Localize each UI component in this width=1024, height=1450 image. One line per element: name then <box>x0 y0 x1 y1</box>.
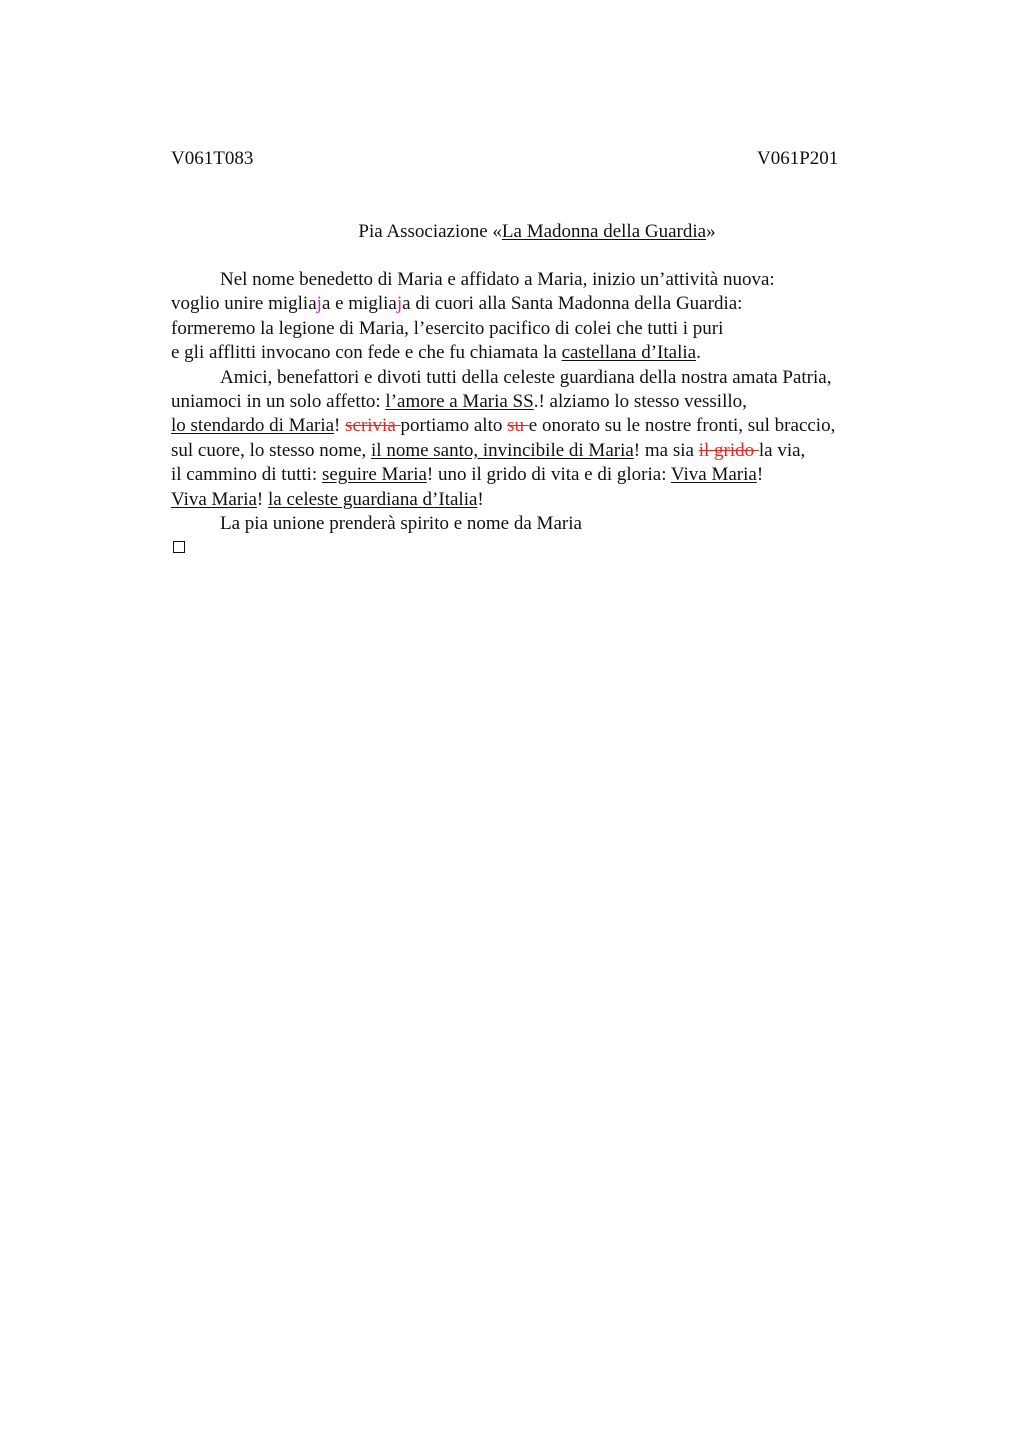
title-underlined: La Madonna della Guardia <box>501 221 707 242</box>
text-segment: a di cuori alla Santa Madonna della Guardia: <box>402 293 743 315</box>
underlined-text: castellana d’Italia <box>561 342 697 364</box>
title-suffix: » <box>706 221 716 242</box>
underlined-text: l’amore a Maria SS <box>385 390 534 412</box>
text-segment: sul cuore, lo stesso nome, <box>171 439 372 461</box>
underlined-text: Viva Maria <box>670 464 757 486</box>
text-line <box>171 292 931 316</box>
deleted-text: scrivia <box>345 415 401 437</box>
text-segment: .! alziamo lo stesso vessillo, <box>533 390 747 412</box>
text-segment: a e miglia <box>321 293 397 315</box>
text-segment: e onorato su le nostre fronti, sul braccio, <box>528 415 836 437</box>
underlined-text: seguire Maria <box>321 464 427 486</box>
text-line <box>171 390 931 414</box>
text-segment: uniamoci in un solo affetto: <box>171 390 386 412</box>
document-code-left: V061T083 <box>171 148 254 169</box>
text-line <box>171 366 931 390</box>
text-line <box>171 488 931 512</box>
text-segment: ! ma sia <box>633 439 699 461</box>
inserted-letter: j <box>396 293 403 315</box>
checkbox-icon <box>173 541 185 553</box>
text-line <box>171 512 931 536</box>
text-line <box>171 317 931 341</box>
text-line <box>171 414 931 438</box>
inserted-letter: j <box>316 293 322 315</box>
deleted-text: su <box>507 415 529 437</box>
text-line <box>171 463 931 487</box>
text-segment: La pia unione prenderà spirito e nome da Maria <box>220 512 582 534</box>
text-segment: portiamo alto <box>400 415 508 437</box>
text-segment: voglio unire miglia <box>171 293 317 315</box>
text-segment: ! <box>756 464 764 486</box>
text-segment: il cammino di tutti: <box>171 464 322 486</box>
text-segment: ! <box>477 488 484 510</box>
text-segment: ! <box>334 415 346 437</box>
text-segment: la via, <box>758 439 806 461</box>
text-segment: Nel nome benedetto di Maria e affidato a Maria, inizio un’attività nuova: <box>220 269 775 290</box>
text-line <box>171 268 931 292</box>
underlined-text: Viva Maria <box>171 488 257 510</box>
text-line <box>171 439 931 463</box>
text-line <box>171 341 931 365</box>
text-segment: formeremo la legione di Maria, l’esercito pacifico di colei che tutti i puri <box>171 317 724 339</box>
title-prefix: Pia Associazione « <box>358 221 502 242</box>
text-segment: Amici, benefattori e divoti tutti della celeste guardiana della nostra amata Patria, <box>220 366 832 388</box>
body-text <box>171 268 931 536</box>
underlined-text: il nome santo, invincibile di Maria <box>371 439 634 461</box>
deleted-text: il grido <box>698 439 759 461</box>
text-segment: ! <box>256 488 268 510</box>
underlined-text: lo stendardo di Maria <box>171 415 335 437</box>
page-title <box>0 220 1024 244</box>
document-code-right: V061P201 <box>757 148 839 169</box>
underlined-text: la celeste guardiana d’Italia <box>268 488 478 510</box>
text-segment: e gli afflitti invocano con fede e che fu chiamata la <box>171 342 562 364</box>
text-segment: . <box>696 342 701 364</box>
text-segment: ! uno il grido di vita e di gloria: <box>426 464 671 486</box>
